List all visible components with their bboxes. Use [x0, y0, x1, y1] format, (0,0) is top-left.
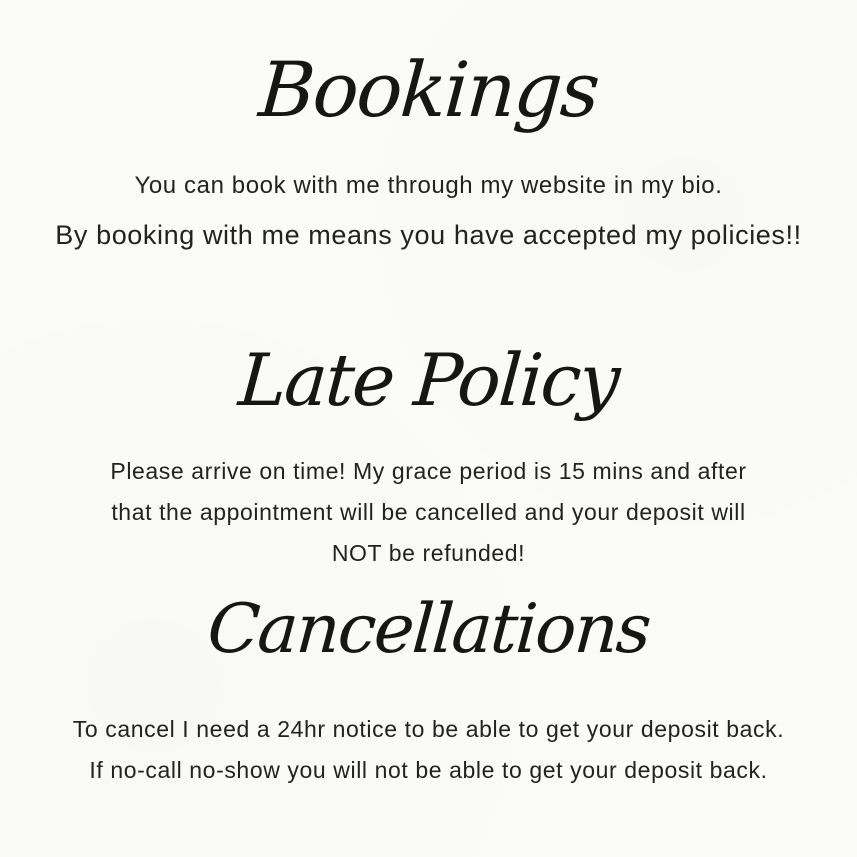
cancellations-text-line: If no-call no-show you will not be able to get your deposit back. [89, 757, 768, 783]
bookings-text-line: By booking with me means you have accepted my policies!! [55, 220, 802, 250]
cancellations-text-line: To cancel I need a 24hr notice to be able to get your deposit back. [72, 716, 785, 742]
cancellations-heading: Cancellations [205, 590, 653, 669]
late-policy-text-line: Please arrive on time! My grace period is 15 mins and after [110, 458, 747, 484]
late-policy-heading: Late Policy [236, 338, 621, 422]
bookings-text-line: You can book with me through my website in my bio. [134, 172, 723, 199]
late-policy-text-line: that the appointment will be cancelled and your deposit will [111, 499, 746, 525]
bookings-heading: Bookings [256, 45, 601, 134]
late-policy-text-line: NOT be refunded! [331, 540, 526, 566]
